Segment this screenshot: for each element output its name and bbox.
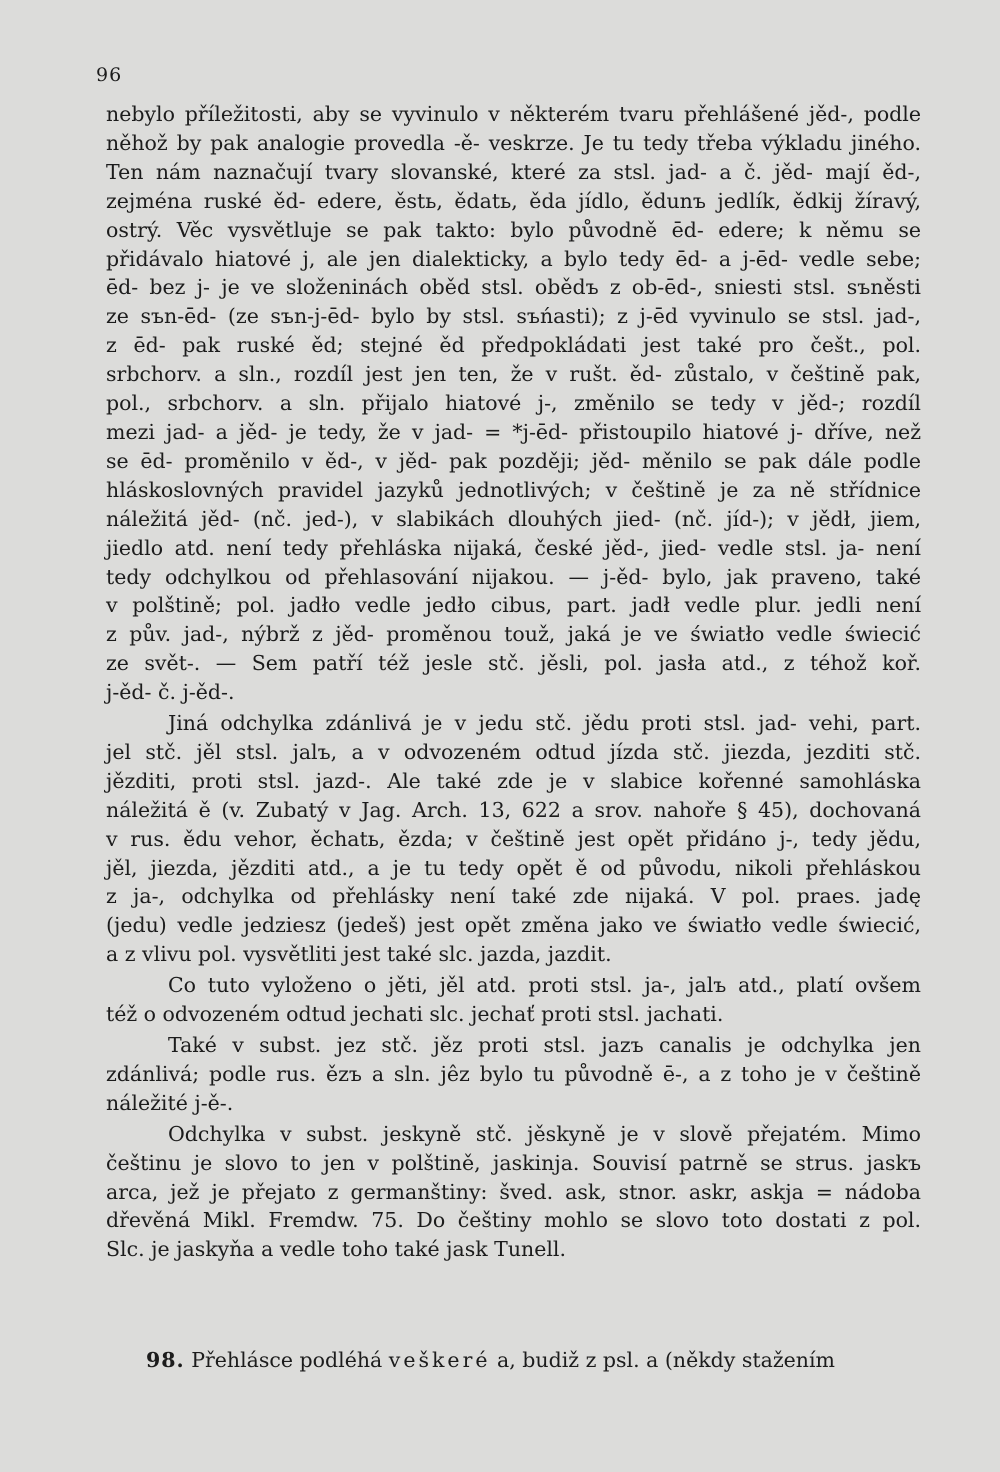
- text-line: jěl, jiezda, jězditi atd., a je tu tedy opět ě od původu, nikoli přehláskou: [106, 855, 921, 880]
- text-line: arca, jež je přejato z germanštiny: šved. ask, stnor. askr, askja = nádoba: [106, 1179, 921, 1204]
- text-line: pol., srbchorv. a sln. přijalo hiatové j-, změnilo se tedy v jěd-; rozdíl: [106, 391, 921, 416]
- text-line: náležitá ě (v. Zubatý v Jag. Arch. 13, 622 a srov. nahoře § 45), dochovaná: [106, 797, 921, 822]
- text-line: ze svět-. — Sem patří též jesle stč. jěsli, pol. jasła atd., z téhož koř.: [106, 651, 921, 676]
- text-line: přidávalo hiatové j, ale jen dialekticky, a bylo tedy ēd- a j-ēd- vedle sebe;: [106, 246, 921, 271]
- text-line: z ēd- pak ruské ěd; stejné ěd předpokládati jest také pro češt., pol.: [106, 333, 921, 358]
- text-line: též o odvozeném odtud jechati slc. jechať proti stsl. jachati.: [106, 1002, 724, 1027]
- section-text-before: Přehlásce podléhá: [191, 1348, 389, 1372]
- text-line: zdánlivá; podle rus. ězъ a sln. jêz bylo tu původně ē-, a z toho je v češtině: [106, 1061, 921, 1086]
- text-line: ēd- bez j- je ve složeninách oběd stsl. obědъ z ob-ēd-, sniesti stsl. sъněsti: [106, 275, 921, 300]
- text-line: a z vlivu pol. vysvětliti jest také slc. jazda, jazdit.: [106, 942, 612, 967]
- text-line: dřevěná Mikl. Fremdw. 75. Do češtiny mohlo se slovo toto dostati z pol.: [106, 1208, 921, 1233]
- section-text-after: a, budiž z psl. a (někdy stažením: [490, 1348, 835, 1372]
- text-line: náležité j-ě-.: [106, 1090, 234, 1115]
- text-line: ze sъn-ēd- (ze sъn-j-ēd- bylo by stsl. sъńasti); z j-ēd vyvinulo se stsl. jad-,: [106, 304, 921, 329]
- text-line: tedy odchylkou od přehlasování nijakou. — j-ěd- bylo, jak praveno, také: [106, 564, 921, 589]
- text-line: se ēd- proměnilo v ěd-, v jěd- pak později; jěd- měnilo se pak dále podle: [106, 448, 921, 473]
- text-line: mezi jad- a jěd- je tedy, že v jad- = *j-ēd- přistoupilo hiatové j- dříve, než: [106, 419, 921, 444]
- text-line: z ja-, odchylka od přehlásky není také zde nijaká. V pol. praes. jadę: [106, 884, 921, 909]
- text-line: Ten nám naznačují tvary slovanské, které za stsl. jad- a č. jěd- mají ěd-,: [106, 159, 921, 184]
- text-line: v rus. ědu vehor, ěchatь, ězda; v češtině jest opět přidáno j-, tedy jědu,: [106, 826, 921, 851]
- text-line: srbchorv. a sln., rozdíl jest jen ten, že v rušt. ěd- zůstalo, v češtině pak,: [106, 362, 921, 387]
- page-number: 96: [96, 64, 123, 86]
- text-line: Jiná odchylka zdánlivá je v jedu stč. jědu proti stsl. jad- vehi, part.: [168, 711, 921, 736]
- section-heading: [106, 1346, 921, 1375]
- section-number: 98.: [146, 1348, 185, 1372]
- text-line: Také v subst. jez stč. jěz proti stsl. jazъ canalis je odchylka jen: [168, 1033, 921, 1057]
- section-spaced-word: veškeré: [388, 1348, 491, 1372]
- text-line: nebylo příležitosti, aby se vyvinulo v některém tvaru přehlášené jěd-, podle: [106, 102, 921, 126]
- body-text: [106, 100, 921, 1266]
- text-line: Co tuto vyloženo o jěti, jěl atd. proti stsl. ja-, jalъ atd., platí ovšem: [168, 973, 921, 998]
- text-line: jel stč. jěl stsl. jalъ, a v odvozeném odtud jízda stč. jiezda, jezditi stč.: [106, 739, 921, 764]
- text-line: hláskoslovných pravidel jazyků jednotlivých; v češtině je za ně střídnice: [106, 477, 921, 502]
- text-line: z pův. jad-, nýbrž z jěd- proměnou touž, jaká je ve światło vedle świecić: [106, 622, 921, 647]
- text-line: zejména ruské ěd- edere, ěstь, ědatь, ěda jídlo, ědunъ jedlík, ědkij žíravý,: [106, 188, 921, 213]
- text-line: v polštině; pol. jadło vedle jedło cibus, part. jadł vedle plur. jedli není: [106, 593, 921, 618]
- text-line: (jedu) vedle jedziesz (jedeš) jest opět změna jako ve światło vedle świecić,: [106, 913, 921, 938]
- text-line: něhož by pak analogie provedla -ě- veskrze. Je tu tedy třeba výkladu jiného.: [106, 130, 921, 155]
- text-line: jiedlo atd. není tedy přehláska nijaká, české jěd-, jied- vedle stsl. ja- není: [106, 535, 921, 560]
- text-line: Odchylka v subst. jeskyně stč. jěskyně je v slově přejatém. Mimo: [168, 1121, 921, 1146]
- paragraph-gap: [106, 1264, 921, 1266]
- text-line: Slc. je jaskyňa a vedle toho také jask Tunell.: [106, 1237, 566, 1262]
- text-line: náležitá jěd- (nč. jed-), v slabikách dlouhých jied- (nč. jíd-); v jědł, jiem,: [106, 506, 921, 531]
- text-line: j-ěd- č. j-ěd-.: [106, 680, 235, 705]
- text-line: češtinu je slovo to jen v polštině, jaskinja. Souvisí patrně se strus. jaskъ: [106, 1150, 921, 1175]
- section-line: [106, 1346, 921, 1375]
- text-line: jězditi, proti stsl. jazd-. Ale také zde je v slabice kořenné samohláska: [106, 768, 921, 793]
- text-line: ostrý. Věc vysvětluje se pak takto: bylo původně ēd- edere; k němu se: [106, 217, 921, 242]
